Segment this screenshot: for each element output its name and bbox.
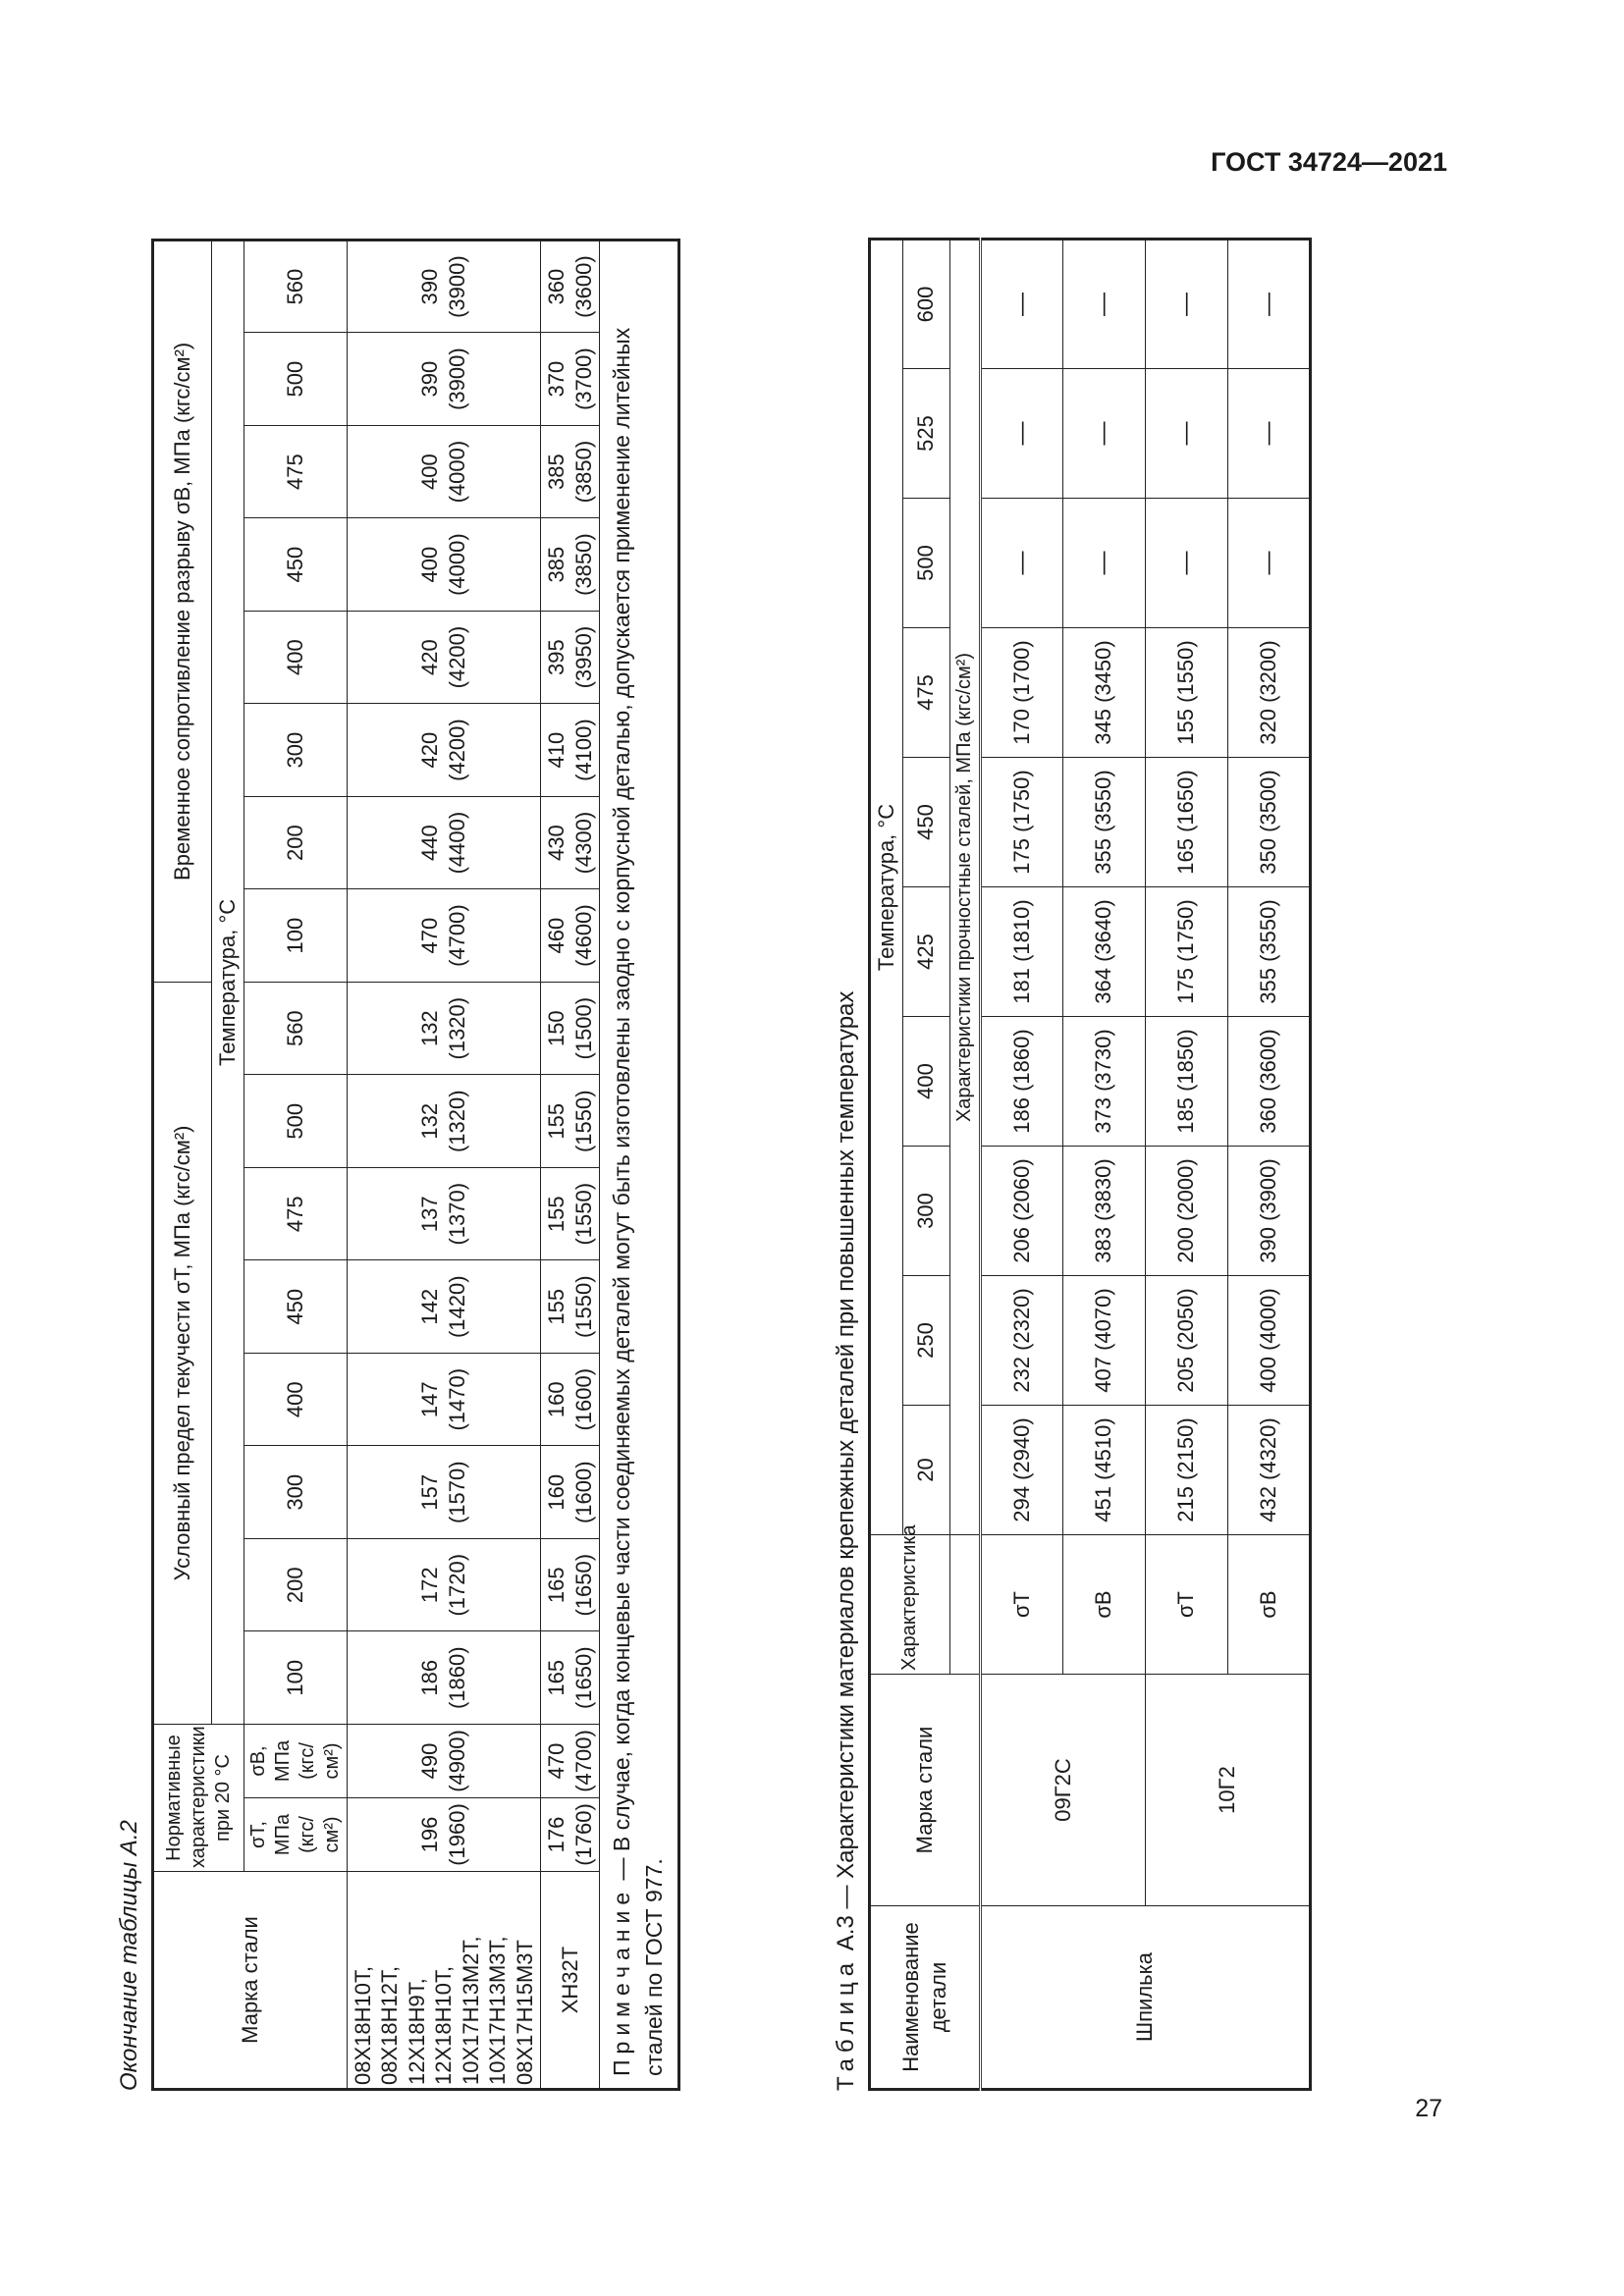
value-cell: 132 (1320) — [347, 982, 541, 1075]
temperature-header-cell: 450 — [244, 1260, 347, 1354]
table-a2-head-yield: Условный предел текучести σТ, МПа (кгс/см²) — [153, 982, 212, 1724]
value-cell: 137 (1370) — [347, 1167, 541, 1260]
steel-grade-cell: 08Х18Н10Т, 08Х18Н12Т, 12Х18Н9Т, 12Х18Н10Т, 10Х17Н13М2Т, 10Х17Н13М3Т, 08Х17Н15М3Т — [347, 1872, 541, 2090]
table-a2-note — [600, 240, 679, 2089]
temperature-header-cell: 500 — [902, 499, 949, 628]
value-cell: 160 (1600) — [541, 1446, 600, 1539]
table-a2-head-temperature: Температура, °С — [212, 240, 244, 1724]
value-cell: — — [1227, 239, 1310, 368]
value-cell: 185 (1850) — [1145, 1017, 1227, 1147]
value-cell: 205 (2050) — [1145, 1276, 1227, 1406]
temperature-header-cell: 500 — [244, 333, 347, 426]
value-cell: — — [980, 239, 1062, 368]
value-cell: 170 (1700) — [980, 628, 1062, 758]
value-cell: 390 (3900) — [347, 240, 541, 333]
value-cell: — — [1145, 239, 1227, 368]
value-cell: 395 (3950) — [541, 611, 600, 704]
value-cell: 420 (4200) — [347, 704, 541, 797]
temperature-header-cell: 475 — [902, 628, 949, 758]
value-cell: 420 (4200) — [347, 611, 541, 704]
temperature-header-cell: 475 — [244, 1167, 347, 1260]
value-cell: 215 (2150) — [1145, 1406, 1227, 1535]
note-label: Примечание — [609, 1886, 634, 2076]
part-name-cell: Шпилька — [980, 1906, 1310, 2090]
value-cell: 345 (3450) — [1062, 628, 1145, 758]
table-a3-head-char-empty — [949, 1535, 980, 1675]
table-a3-head-part: Наименование детали — [870, 1906, 981, 2090]
value-cell: 165 (1650) — [541, 1538, 600, 1631]
temperature-header-cell: 400 — [244, 1353, 347, 1446]
value-cell: 400 (4000) — [1227, 1276, 1310, 1406]
value-cell: 155 (1550) — [541, 1167, 600, 1260]
caption-text: А.3 — Характеристики материалов крепежных деталей при повышенных температурах — [833, 990, 859, 1957]
value-cell: 460 (4600) — [541, 889, 600, 983]
value-cell: 390 (3900) — [1227, 1147, 1310, 1276]
value-cell: 364 (3640) — [1062, 887, 1145, 1017]
table-a2-head-norm: Нормативные характеристики при 20 °С — [153, 1724, 244, 1871]
table-a2-caption: Окончание таблицы А.2 — [116, 1820, 142, 2091]
temperature-header-cell: 400 — [244, 611, 347, 704]
value-cell: 165 (1650) — [541, 1631, 600, 1725]
value-cell: 432 (4320) — [1227, 1406, 1310, 1535]
temperature-header-cell: 525 — [902, 369, 949, 499]
value-cell: 360 (3600) — [541, 240, 600, 333]
value-cell: 142 (1420) — [347, 1260, 541, 1354]
value-cell: — — [1062, 369, 1145, 499]
value-cell: 407 (4070) — [1062, 1276, 1145, 1406]
value-cell: — — [1062, 239, 1145, 368]
steel-grade-cell: 10Г2 — [1145, 1675, 1310, 1906]
value-cell: 186 (1860) — [980, 1017, 1062, 1147]
value-cell: 355 (3550) — [1062, 758, 1145, 887]
value-cell: 147 (1470) — [347, 1353, 541, 1446]
value-cell: 370 (3700) — [541, 333, 600, 426]
value-cell: — — [980, 369, 1062, 499]
table-a3-head-steel: Марка стали — [870, 1675, 981, 1906]
value-cell: 160 (1600) — [541, 1353, 600, 1446]
temperature-header-cell: 250 — [902, 1276, 949, 1406]
value-cell: 155 (1550) — [541, 1075, 600, 1168]
value-cell: 155 (1550) — [1145, 628, 1227, 758]
value-cell: — — [1062, 499, 1145, 628]
document-standard-number: ГОСТ 34724—2021 — [1211, 147, 1447, 177]
table-a2 — [151, 239, 680, 2091]
value-cell: 165 (1650) — [1145, 758, 1227, 887]
temperature-header-cell: 450 — [244, 518, 347, 612]
temperature-header-cell: 400 — [902, 1017, 949, 1147]
table-row — [980, 239, 1062, 2089]
temperature-header-cell: 100 — [244, 1631, 347, 1725]
table-a3-head-char: Характеристика — [870, 1535, 950, 1675]
value-cell: 451 (4510) — [1062, 1406, 1145, 1535]
temperature-header-cell: 300 — [902, 1147, 949, 1276]
value-cell: 470 (4700) — [347, 889, 541, 983]
value-cell: 385 (3850) — [541, 425, 600, 518]
value-cell: 490 (4900) — [347, 1724, 541, 1797]
caption-label: Таблица — [833, 1956, 859, 2091]
value-cell: 320 (3200) — [1227, 628, 1310, 758]
value-cell: 440 (4400) — [347, 796, 541, 889]
temperature-header-cell: 450 — [902, 758, 949, 887]
temperature-header-cell: 200 — [244, 1538, 347, 1631]
temperature-header-cell: 20 — [902, 1406, 949, 1535]
temperature-header-cell: 475 — [244, 425, 347, 518]
value-cell: 400 (4000) — [347, 425, 541, 518]
value-cell: 390 (3900) — [347, 333, 541, 426]
temperature-header-cell: 560 — [244, 240, 347, 333]
value-cell: — — [1227, 499, 1310, 628]
value-cell: — — [1227, 369, 1310, 499]
table-a2-block — [108, 226, 680, 2091]
temperature-header-cell: 300 — [244, 1446, 347, 1539]
temperature-header-cell: 200 — [244, 796, 347, 889]
temperature-header-cell: 425 — [902, 887, 949, 1017]
table-a3-caption — [825, 226, 868, 2091]
value-cell: 155 (1550) — [541, 1260, 600, 1354]
table-a3-head-temperature: Температура, °С — [870, 239, 903, 1534]
note-text: — В случае, когда концевые части соединяемых деталей могут быть изготовлены заодно с корпусной деталью, допускается применение литейных сталей по ГОСТ 977. — [609, 327, 668, 2076]
value-cell: — — [1145, 369, 1227, 499]
steel-grade-cell: ХН32Т — [541, 1872, 600, 2090]
table-row — [541, 240, 600, 2089]
value-cell: 400 (4000) — [347, 518, 541, 612]
value-cell: 232 (2320) — [980, 1276, 1062, 1406]
table-a3-subheader: Характеристики прочностные сталей, МПа (кгс/см²) — [949, 239, 980, 1534]
characteristic-cell: σВ — [1062, 1535, 1145, 1675]
steel-grade-cell: 09Г2С — [980, 1675, 1145, 1906]
characteristic-cell: σТ — [980, 1535, 1062, 1675]
table-a2-head-tensile: Временное сопротивление разрыву σВ, МПа (кгс/см²) — [153, 240, 212, 982]
temperature-header-cell: 300 — [244, 704, 347, 797]
value-cell: 132 (1320) — [347, 1075, 541, 1168]
table-a2-head-sigma-t: σТ, МПа (кгс/см²) — [244, 1798, 347, 1872]
value-cell: 383 (3830) — [1062, 1147, 1145, 1276]
value-cell: 157 (1570) — [347, 1446, 541, 1539]
value-cell: 360 (3600) — [1227, 1017, 1310, 1147]
page-number: 27 — [1415, 2095, 1442, 2122]
characteristic-cell: σТ — [1145, 1535, 1227, 1675]
table-a2-head-steel: Марка стали — [153, 1872, 348, 2090]
value-cell: 186 (1860) — [347, 1631, 541, 1725]
table-a3 — [868, 238, 1312, 2091]
value-cell: 294 (2940) — [980, 1406, 1062, 1535]
value-cell: 150 (1500) — [541, 982, 600, 1075]
value-cell: — — [980, 499, 1062, 628]
temperature-header-cell: 600 — [902, 239, 949, 368]
value-cell: 181 (1810) — [980, 887, 1062, 1017]
value-cell: 172 (1720) — [347, 1538, 541, 1631]
temperature-header-cell: 100 — [244, 889, 347, 983]
value-cell: 176 (1760) — [541, 1798, 600, 1872]
temperature-header-cell: 560 — [244, 982, 347, 1075]
value-cell: — — [1145, 499, 1227, 628]
table-row — [347, 240, 541, 2089]
value-cell: 373 (3730) — [1062, 1017, 1145, 1147]
value-cell: 355 (3550) — [1227, 887, 1310, 1017]
value-cell: 385 (3850) — [541, 518, 600, 612]
value-cell: 470 (4700) — [541, 1724, 600, 1797]
value-cell: 410 (4100) — [541, 704, 600, 797]
temperature-header-cell: 500 — [244, 1075, 347, 1168]
table-row — [1145, 239, 1227, 2089]
table-a3-block — [825, 226, 1312, 2091]
value-cell: 350 (3500) — [1227, 758, 1310, 887]
value-cell: 175 (1750) — [1145, 887, 1227, 1017]
value-cell: 196 (1960) — [347, 1798, 541, 1872]
value-cell: 175 (1750) — [980, 758, 1062, 887]
value-cell: 200 (2000) — [1145, 1147, 1227, 1276]
table-a2-head-sigma-b: σВ, МПа (кгс/см²) — [244, 1724, 347, 1797]
value-cell: 206 (2060) — [980, 1147, 1062, 1276]
value-cell: 430 (4300) — [541, 796, 600, 889]
characteristic-cell: σВ — [1227, 1535, 1310, 1675]
